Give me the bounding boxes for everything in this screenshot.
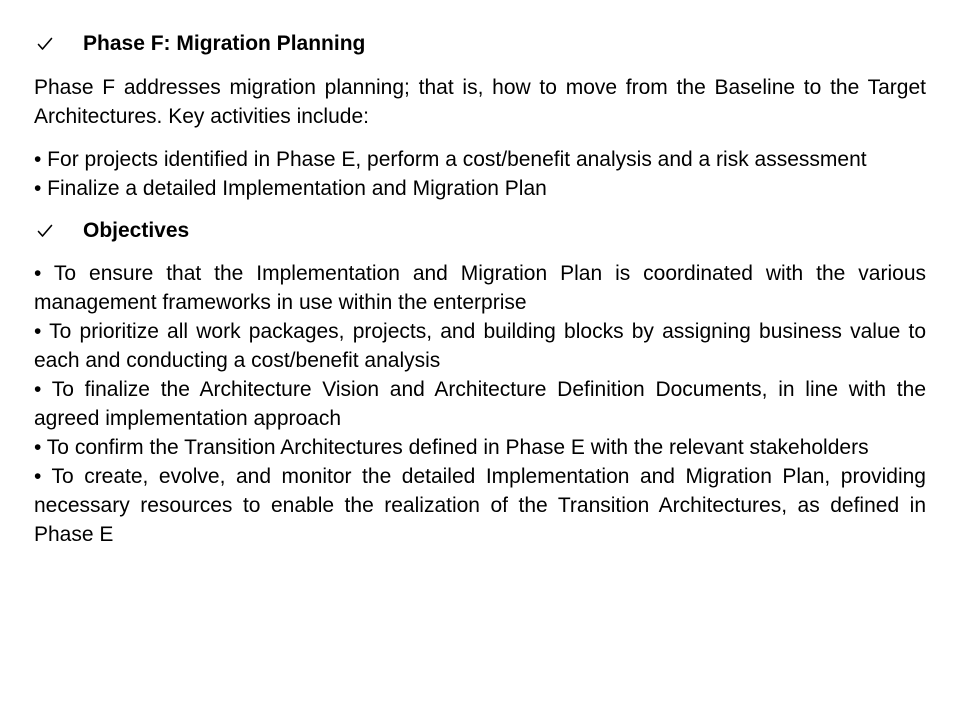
objective-item: • To finalize the Architecture Vision and Architecture Definition Documents, in line with the agreed implementation approach: [34, 378, 926, 430]
checkmark-icon: [37, 215, 57, 247]
objective-item: • To create, evolve, and monitor the detailed Implementation and Migration Plan, providing necessary resources to enable the realization of the Transition Architectures, as defined in Phase E: [34, 465, 926, 546]
activities-list: [34, 145, 926, 203]
objectives-list: [34, 259, 926, 549]
objectives-heading-text: Objectives: [83, 219, 190, 242]
phase-f-heading-text: Phase F: Migration Planning: [83, 32, 366, 55]
objective-item: • To prioritize all work packages, projects, and building blocks by assigning business value to each and conducting a cost/benefit analysis: [34, 320, 926, 372]
phase-f-intro: Phase F addresses migration planning; that is, how to move from the Baseline to the Target Architectures. Key activities include:: [34, 76, 926, 128]
objective-item: • To confirm the Transition Architectures defined in Phase E with the relevant stakeholders: [34, 436, 869, 459]
slide-content: [34, 28, 926, 549]
activity-item: • For projects identified in Phase E, perform a cost/benefit analysis and a risk assessment: [34, 148, 867, 171]
objective-item: • To ensure that the Implementation and Migration Plan is coordinated with the various management frameworks in use within the enterprise: [34, 262, 926, 314]
objectives-heading: [34, 215, 926, 247]
phase-f-heading: [34, 28, 926, 60]
checkmark-icon: [37, 28, 57, 60]
activity-item: • Finalize a detailed Implementation and Migration Plan: [34, 177, 547, 200]
